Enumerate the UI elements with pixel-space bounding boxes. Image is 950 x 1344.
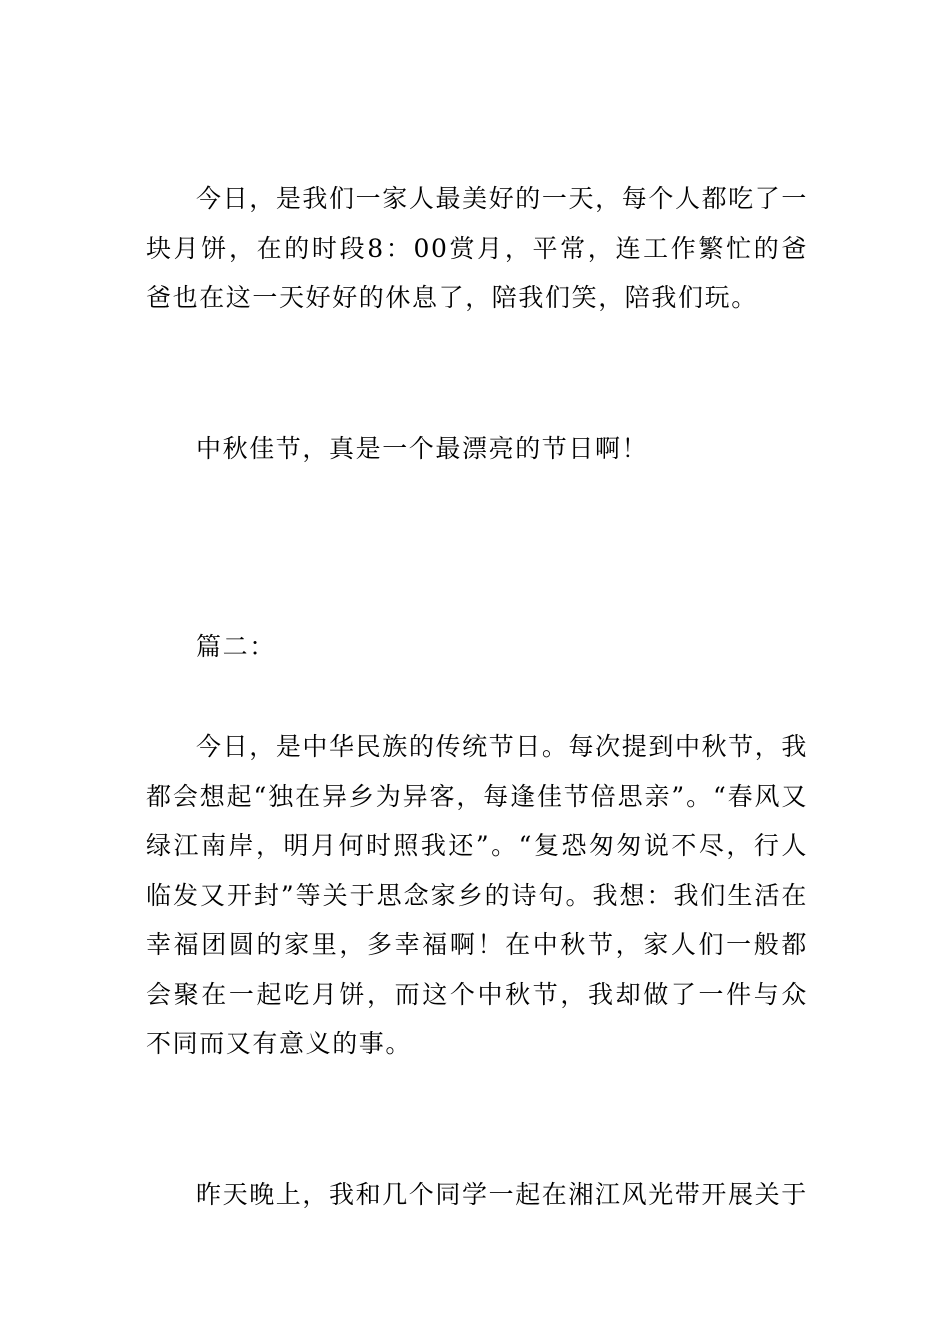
paragraph-family-day: 今日，是我们一家人最美好的一天，每个人都吃了一块月饼，在的时段8：00赏月，平常，连工作繁忙的爸爸也在这一天好好的休息了，陪我们笑，陪我们玩。 — [146, 184, 808, 312]
section-heading-part-two: 篇二： — [196, 632, 276, 661]
paragraph-mid-autumn-festival: 中秋佳节，真是一个最漂亮的节日啊！ — [196, 434, 649, 463]
paragraph-traditional-festival: 今日，是中华民族的传统节日。每次提到中秋节，我都会想起“独在异乡为异客，每逢佳节倍思亲”。“春风又绿江南岸，明月何时照我还”。“复恐匆匆说不尽，行人临发又开封”等关于思念家乡的诗句。我想：我们生活在幸福团圆的家里，多幸福啊！在中秋节，家人们一般都会聚在一起吃月饼，而这个中秋节，我却做了一件与众不同而又有意义的事。 — [146, 732, 808, 1058]
paragraph-last-night: 昨天晚上，我和几个同学一起在湘江风光带开展关于 — [196, 1180, 808, 1209]
